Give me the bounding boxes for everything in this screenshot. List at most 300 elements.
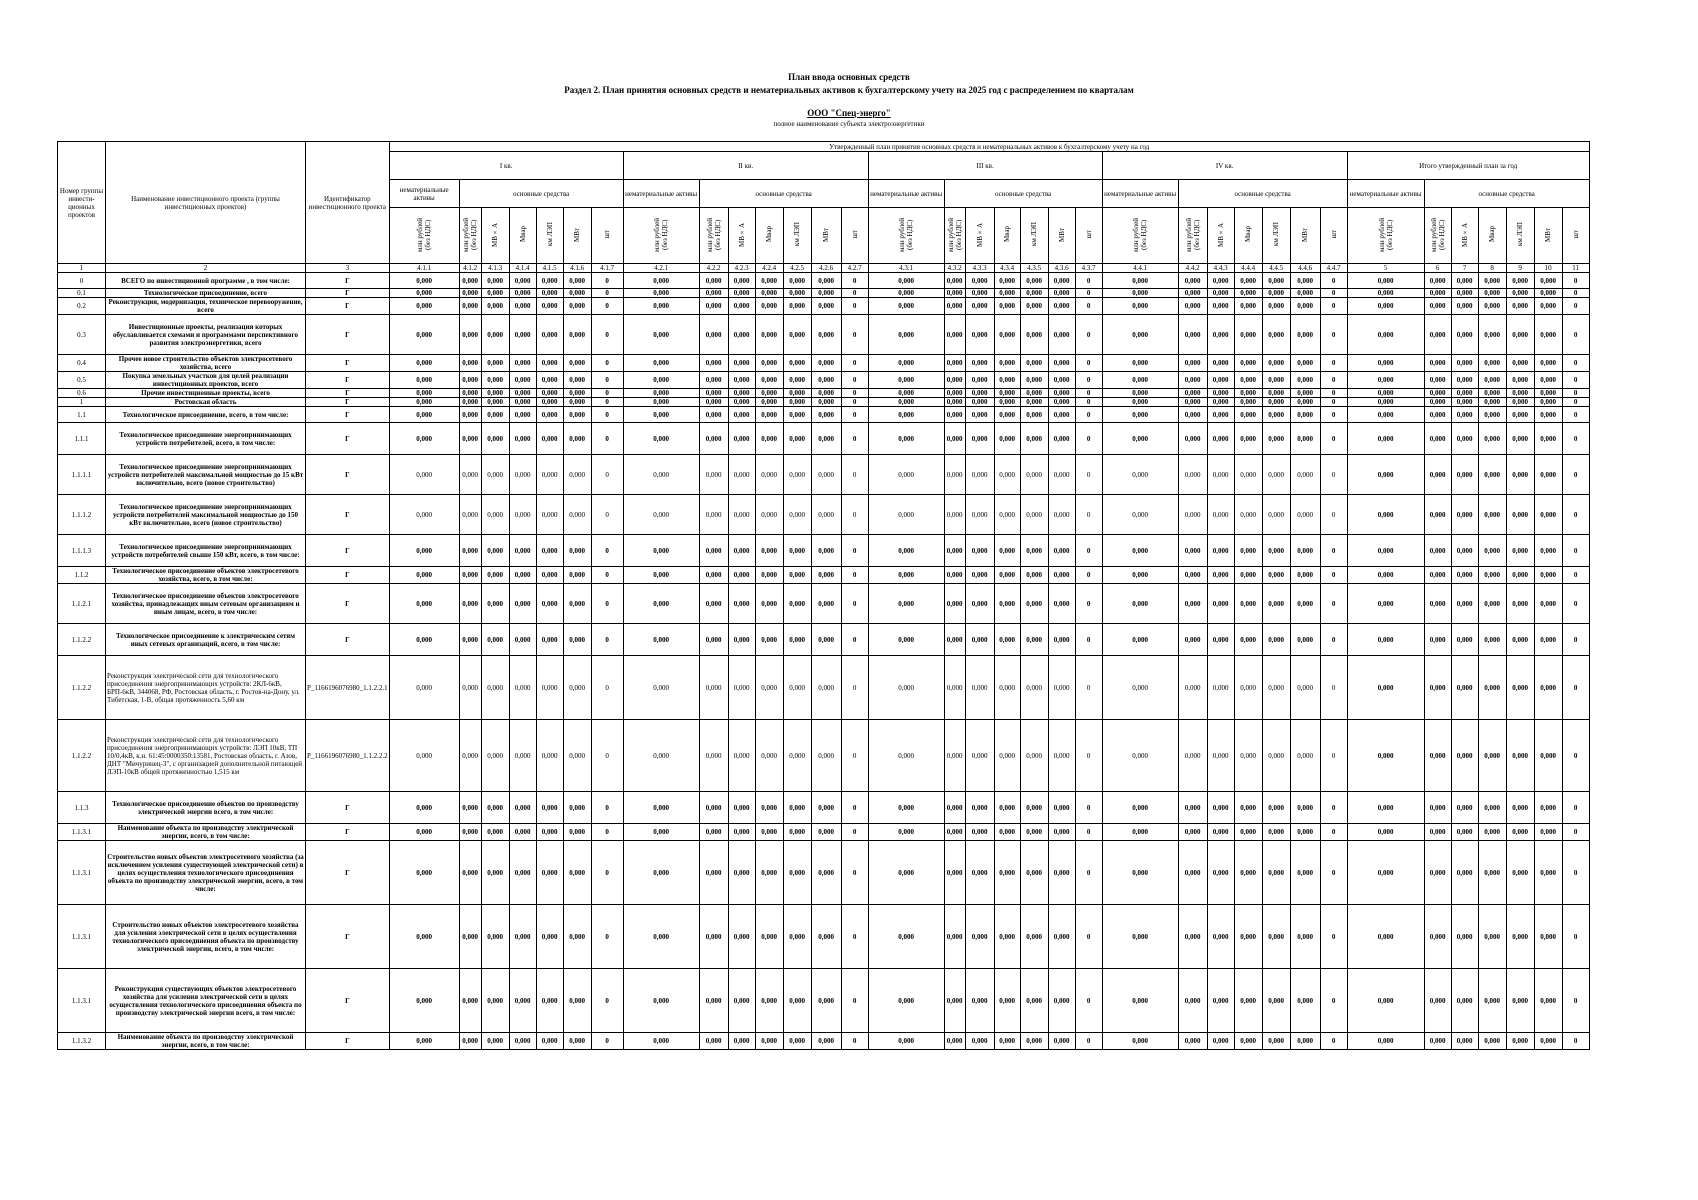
row-value: 0,000: [1048, 656, 1075, 720]
table-row: [58, 273, 1590, 289]
row-value: 0,000: [868, 656, 944, 720]
header-intangible: нематериальные активы: [1102, 180, 1178, 208]
row-value: 0,000: [1207, 584, 1234, 624]
row-value: 0,000: [536, 398, 563, 407]
row-value: 0,000: [755, 455, 783, 495]
row-value: 0,000: [755, 398, 783, 407]
row-value: 0,000: [1451, 407, 1478, 423]
header-unit: [755, 208, 783, 264]
row-value: 0,000: [1347, 355, 1424, 372]
row-value: 0,000: [1506, 584, 1534, 624]
row-value: 0,000: [459, 495, 481, 535]
document-title: План ввода основных средств: [788, 72, 910, 82]
row-value: 0,000: [944, 273, 965, 289]
row-value: 0,000: [1478, 841, 1506, 905]
row-value: 0,000: [1048, 289, 1075, 298]
row-identifier: Г: [306, 535, 390, 567]
header-unit-label: млн рублей (без НДС): [1429, 217, 1446, 252]
header-unit: [1102, 208, 1178, 264]
row-name: Строительство новых объектов электросетевого хозяйства (за исключением усиления существующей электрической сети) в целях осуществления технологического присоединения объекта по производству электрической энергии, всего, в том числе:: [106, 841, 306, 905]
row-value: 0,000: [389, 535, 459, 567]
header-intangible: нематериальные активы: [623, 180, 699, 208]
row-value: 0,000: [509, 841, 536, 905]
row-value: 0,000: [389, 455, 459, 495]
row-value: 0,000: [1290, 289, 1320, 298]
header-unit: [1320, 208, 1347, 264]
row-value: 0,000: [1234, 624, 1262, 656]
row-value: 0,000: [699, 905, 728, 969]
row-value: 0,000: [1234, 298, 1262, 315]
row-value: 0: [1562, 495, 1589, 535]
row-value: 0,000: [459, 841, 481, 905]
row-value: 0,000: [1534, 905, 1562, 969]
row-value: 0,000: [728, 289, 755, 298]
header-unit-label: Мвар: [1003, 226, 1012, 243]
header-unit: [389, 208, 459, 264]
column-number: 4.4.6: [1290, 264, 1320, 273]
row-value: 0,000: [1290, 315, 1320, 355]
row-value: 0,000: [1478, 792, 1506, 824]
row-value: 0,000: [699, 355, 728, 372]
column-number: 4.2.3: [728, 264, 755, 273]
row-value: 0: [841, 455, 868, 495]
header-period: Итого утвержденный план за год: [1347, 152, 1589, 180]
row-value: 0: [1562, 905, 1589, 969]
row-value: 0,000: [1207, 1033, 1234, 1050]
row-value: 0,000: [1234, 315, 1262, 355]
row-value: 0,000: [1048, 841, 1075, 905]
header-unit-label: км ЛЭП: [1516, 222, 1525, 247]
row-value: 0,000: [459, 273, 481, 289]
row-name: Покупка земельных участков для целей реализации инвестиционных проектов, всего: [106, 372, 306, 389]
row-value: 0,000: [1048, 535, 1075, 567]
row-value: 0,000: [459, 315, 481, 355]
row-value: 0,000: [755, 495, 783, 535]
row-value: 0,000: [1290, 389, 1320, 398]
row-value: 0,000: [1478, 455, 1506, 495]
row-value: 0,000: [1207, 824, 1234, 841]
row-value: 0,000: [1262, 298, 1290, 315]
row-value: 0,000: [481, 298, 509, 315]
header-unit: [1020, 208, 1048, 264]
row-value: 0,000: [481, 624, 509, 656]
header-unit-label: млн рублей (без НДС): [898, 217, 915, 252]
row-value: 0,000: [699, 398, 728, 407]
row-value: 0,000: [728, 1033, 755, 1050]
row-value: 0,000: [1424, 495, 1451, 535]
row-identifier: Г: [306, 389, 390, 398]
organization-name: ООО "Спец-энерго": [807, 108, 891, 118]
row-value: 0,000: [1534, 315, 1562, 355]
row-value: 0,000: [1451, 1033, 1478, 1050]
row-value: 0,000: [1020, 423, 1048, 455]
column-number: 1: [58, 264, 106, 273]
header-period: II кв.: [623, 152, 868, 180]
row-identifier: Г: [306, 289, 390, 298]
row-value: 0,000: [563, 656, 591, 720]
row-value: 0,000: [563, 355, 591, 372]
row-value: 0,000: [1262, 656, 1290, 720]
row-number: 1.1.3.1: [58, 969, 106, 1033]
row-value: 0,000: [459, 298, 481, 315]
row-value: 0,000: [783, 455, 811, 495]
row-value: 0,000: [389, 315, 459, 355]
row-value: 0,000: [1347, 905, 1424, 969]
row-identifier: P_1166196076980_1.1.2.2.2: [306, 720, 390, 792]
row-value: 0,000: [536, 656, 563, 720]
row-number: 0.2: [58, 298, 106, 315]
row-value: 0: [841, 905, 868, 969]
row-value: 0,000: [783, 969, 811, 1033]
row-value: 0: [1562, 624, 1589, 656]
row-value: 0,000: [699, 455, 728, 495]
table-row: [58, 841, 1590, 905]
header-unit: [1562, 208, 1589, 264]
row-value: 0,000: [728, 824, 755, 841]
row-value: 0,000: [994, 792, 1020, 824]
row-value: 0,000: [1424, 398, 1451, 407]
header-unit-label: км ЛЭП: [1030, 222, 1039, 247]
row-value: 0,000: [623, 355, 699, 372]
row-value: 0,000: [1102, 792, 1178, 824]
header-unit-label: МВт: [573, 227, 582, 242]
row-name: Реконструкция существующих объектов электросетевого хозяйства для усиления электрической сети в целях осуществления технологического присоединения объекта по производству электрической энергии всего, в том числе:: [106, 969, 306, 1033]
row-value: 0,000: [1506, 567, 1534, 584]
row-value: 0,000: [868, 905, 944, 969]
row-value: 0,000: [1424, 455, 1451, 495]
row-value: 0,000: [1290, 398, 1320, 407]
row-value: 0,000: [389, 495, 459, 535]
row-value: 0,000: [1506, 455, 1534, 495]
row-value: 0,000: [994, 656, 1020, 720]
row-value: 0,000: [994, 824, 1020, 841]
row-value: 0: [1075, 624, 1102, 656]
row-value: 0,000: [1102, 624, 1178, 656]
table-row: [58, 423, 1590, 455]
row-value: 0,000: [1451, 455, 1478, 495]
row-value: 0: [1320, 289, 1347, 298]
row-value: 0,000: [1207, 624, 1234, 656]
row-value: 0,000: [1451, 584, 1478, 624]
row-value: 0: [1562, 389, 1589, 398]
row-value: 0,000: [811, 720, 841, 792]
row-value: 0,000: [1534, 289, 1562, 298]
row-value: 0,000: [1534, 495, 1562, 535]
header-unit-label: МВт: [1544, 227, 1553, 242]
row-value: 0: [1562, 535, 1589, 567]
row-value: 0,000: [1424, 841, 1451, 905]
column-number: 4.2.5: [783, 264, 811, 273]
row-value: 0,000: [1048, 372, 1075, 389]
row-value: 0,000: [755, 824, 783, 841]
row-value: 0,000: [944, 1033, 965, 1050]
row-value: 0,000: [965, 656, 994, 720]
header-fixed-assets: основные средства: [944, 180, 1102, 208]
row-value: 0: [1075, 455, 1102, 495]
row-value: 0,000: [509, 273, 536, 289]
row-value: 0,000: [563, 824, 591, 841]
row-identifier: P_1166196076980_1.1.2.2.1: [306, 656, 390, 720]
row-value: 0,000: [536, 315, 563, 355]
row-value: 0,000: [1178, 841, 1207, 905]
row-value: 0,000: [1048, 407, 1075, 423]
row-value: 0,000: [811, 624, 841, 656]
header-unit-label: млн рублей (без НДС): [946, 217, 963, 252]
row-value: 0: [841, 298, 868, 315]
row-value: 0,000: [1478, 389, 1506, 398]
row-value: 0: [591, 1033, 623, 1050]
column-number: 4.4.3: [1207, 264, 1234, 273]
row-name: Реконструкция электрической сети для технологического присоединения энергопринимающих устройств: 2КЛ-6кВ, БРП-6кВ, 344068, РФ, Ростовская область, г. Ростов-на-Дону, ул. Тибетская, 1-В, общая протяженность 5,60 км: [106, 656, 306, 720]
row-value: 0,000: [1451, 824, 1478, 841]
row-value: 0,000: [868, 567, 944, 584]
header-unit: [563, 208, 591, 264]
row-value: 0: [591, 969, 623, 1033]
row-value: 0,000: [994, 372, 1020, 389]
header-unit-label: млн рублей (без НДС): [1184, 217, 1201, 252]
row-value: 0,000: [1424, 423, 1451, 455]
row-value: 0,000: [965, 841, 994, 905]
row-value: 0,000: [1020, 407, 1048, 423]
row-value: 0,000: [1478, 289, 1506, 298]
table-row: [58, 298, 1590, 315]
row-name: Реконструкция электрической сети для технологического присоединения энергопринимающих устройств: ЛЭП 10кВ, ТП 10/0,4кВ, к.н. 61:45:0000350:13581, Ростовская область, г. Азов, ДНТ "Мичуринец-3", с организацией дополнительной питающей ЛЭП-10кВ общей протяженностью 1,515 км: [106, 720, 306, 792]
header-unit: [1207, 208, 1234, 264]
row-value: 0,000: [1207, 969, 1234, 1033]
row-value: 0,000: [1178, 315, 1207, 355]
row-value: 0,000: [965, 423, 994, 455]
row-value: 0,000: [1424, 372, 1451, 389]
row-value: 0: [1562, 824, 1589, 841]
row-value: 0,000: [459, 905, 481, 969]
column-number: 4.2.1: [623, 264, 699, 273]
row-value: 0,000: [1478, 273, 1506, 289]
row-name: Технологическое присоединение к электрическим сетям иных сетевых организаций, всего, в том числе:: [106, 624, 306, 656]
table-row: [58, 389, 1590, 398]
row-value: 0,000: [1020, 398, 1048, 407]
row-value: 0: [1562, 407, 1589, 423]
row-value: 0,000: [1020, 273, 1048, 289]
row-value: 0,000: [623, 792, 699, 824]
header-unit-label: км ЛЭП: [1272, 222, 1281, 247]
row-value: 0,000: [623, 584, 699, 624]
row-identifier: Г: [306, 398, 390, 407]
row-value: 0: [841, 407, 868, 423]
row-value: 0,000: [868, 624, 944, 656]
header-approved-plan: Утвержденный план принятия основных средств и нематериальных активов к бухгалтерскому учету на год: [389, 142, 1589, 152]
row-value: 0,000: [1102, 584, 1178, 624]
row-name: Прочее новое строительство объектов электросетевого хозяйства, всего: [106, 355, 306, 372]
row-value: 0,000: [481, 535, 509, 567]
header-unit-label: км ЛЭП: [545, 222, 554, 247]
row-value: 0,000: [536, 567, 563, 584]
column-number: 7: [1451, 264, 1478, 273]
row-value: 0,000: [536, 298, 563, 315]
header-unit-label: млн рублей (без НДС): [416, 217, 433, 252]
row-value: 0,000: [1020, 315, 1048, 355]
row-value: 0,000: [389, 389, 459, 398]
header-unit: [481, 208, 509, 264]
row-value: 0,000: [1234, 567, 1262, 584]
column-number: 9: [1506, 264, 1534, 273]
row-value: 0,000: [1178, 792, 1207, 824]
header-unit: [623, 208, 699, 264]
row-value: 0: [841, 495, 868, 535]
row-value: 0: [1562, 1033, 1589, 1050]
row-value: 0,000: [1534, 355, 1562, 372]
row-value: 0,000: [1347, 624, 1424, 656]
row-value: 0,000: [509, 720, 536, 792]
row-value: 0,000: [459, 1033, 481, 1050]
row-value: 0: [1320, 1033, 1347, 1050]
row-value: 0,000: [1262, 495, 1290, 535]
row-value: 0,000: [1207, 455, 1234, 495]
row-value: 0,000: [509, 567, 536, 584]
row-value: 0,000: [868, 1033, 944, 1050]
row-number: 1.1.1.1: [58, 455, 106, 495]
row-number: 1.1.2.1: [58, 584, 106, 624]
row-value: 0,000: [1020, 1033, 1048, 1050]
row-value: 0,000: [699, 389, 728, 398]
header-period: I кв.: [389, 152, 623, 180]
row-value: 0,000: [623, 624, 699, 656]
row-number: 1.1: [58, 407, 106, 423]
row-value: 0,000: [965, 389, 994, 398]
row-value: 0,000: [563, 315, 591, 355]
row-value: 0,000: [509, 455, 536, 495]
row-value: 0,000: [811, 298, 841, 315]
row-value: 0,000: [459, 372, 481, 389]
row-name: Технологическое присоединение объектов электросетевого хозяйства, всего, в том числе:: [106, 567, 306, 584]
header-unit-label: млн рублей (без НДС): [1377, 217, 1394, 252]
row-value: 0,000: [481, 1033, 509, 1050]
row-value: 0,000: [1347, 423, 1424, 455]
row-value: 0,000: [1506, 355, 1534, 372]
row-value: 0,000: [965, 792, 994, 824]
row-value: 0,000: [481, 398, 509, 407]
row-value: 0,000: [459, 624, 481, 656]
row-value: 0: [1075, 535, 1102, 567]
row-value: 0: [841, 315, 868, 355]
row-value: 0,000: [1178, 298, 1207, 315]
row-value: 0,000: [1478, 355, 1506, 372]
row-value: 0: [1075, 298, 1102, 315]
header-unit-label: МВ×А: [975, 222, 984, 247]
row-value: 0,000: [1347, 584, 1424, 624]
row-value: 0,000: [1506, 969, 1534, 1033]
row-value: 0,000: [1207, 792, 1234, 824]
row-value: 0,000: [623, 289, 699, 298]
row-value: 0,000: [389, 398, 459, 407]
row-value: 0,000: [811, 273, 841, 289]
row-value: 0,000: [1020, 535, 1048, 567]
row-value: 0,000: [965, 355, 994, 372]
row-value: 0: [1320, 398, 1347, 407]
row-value: 0: [591, 567, 623, 584]
row-value: 0,000: [509, 624, 536, 656]
row-value: 0,000: [1207, 423, 1234, 455]
row-value: 0,000: [1451, 792, 1478, 824]
row-value: 0,000: [1102, 1033, 1178, 1050]
row-value: 0,000: [728, 273, 755, 289]
row-value: 0,000: [623, 398, 699, 407]
row-value: 0,000: [1424, 298, 1451, 315]
header-unit-label: шт: [1329, 230, 1338, 239]
row-value: 0,000: [1506, 389, 1534, 398]
row-value: 0,000: [1178, 656, 1207, 720]
row-value: 0,000: [1234, 720, 1262, 792]
row-value: 0,000: [623, 824, 699, 841]
row-value: 0,000: [1234, 389, 1262, 398]
row-value: 0: [1075, 407, 1102, 423]
row-value: 0,000: [1424, 407, 1451, 423]
row-value: 0,000: [1506, 398, 1534, 407]
header-unit-label: МВт: [1301, 227, 1310, 242]
row-value: 0,000: [1102, 969, 1178, 1033]
column-number: 4.3.7: [1075, 264, 1102, 273]
row-value: 0,000: [755, 289, 783, 298]
row-value: 0,000: [699, 298, 728, 315]
row-value: 0,000: [563, 389, 591, 398]
row-value: 0,000: [1207, 315, 1234, 355]
row-value: 0,000: [1178, 389, 1207, 398]
row-value: 0,000: [1478, 315, 1506, 355]
row-value: 0,000: [563, 398, 591, 407]
row-value: 0,000: [459, 535, 481, 567]
row-value: 0,000: [1048, 720, 1075, 792]
row-value: 0,000: [965, 969, 994, 1033]
row-value: 0,000: [1451, 905, 1478, 969]
header-unit: [1424, 208, 1451, 264]
row-value: 0,000: [1178, 624, 1207, 656]
row-value: 0,000: [1451, 841, 1478, 905]
row-value: 0,000: [1451, 656, 1478, 720]
row-name: Прочие инвестиционные проекты, всего: [106, 389, 306, 398]
row-value: 0,000: [481, 372, 509, 389]
row-value: 0,000: [1048, 455, 1075, 495]
row-number: 1.1.2.2: [58, 656, 106, 720]
row-value: 0: [841, 656, 868, 720]
row-value: 0,000: [563, 372, 591, 389]
row-value: 0,000: [459, 407, 481, 423]
row-value: 0: [1320, 273, 1347, 289]
row-value: 0,000: [563, 792, 591, 824]
row-value: 0,000: [1178, 407, 1207, 423]
row-value: 0,000: [481, 407, 509, 423]
row-identifier: Г: [306, 1033, 390, 1050]
table-row: [58, 495, 1590, 535]
row-identifier: Г: [306, 969, 390, 1033]
row-value: 0,000: [1534, 841, 1562, 905]
row-value: 0,000: [563, 455, 591, 495]
row-value: 0,000: [1178, 969, 1207, 1033]
row-value: 0,000: [563, 495, 591, 535]
row-value: 0,000: [699, 423, 728, 455]
row-value: 0,000: [868, 298, 944, 315]
header-unit: [965, 208, 994, 264]
row-value: 0,000: [1347, 824, 1424, 841]
row-identifier: Г: [306, 372, 390, 389]
row-value: 0,000: [944, 298, 965, 315]
row-value: 0,000: [1506, 841, 1534, 905]
row-value: 0: [591, 905, 623, 969]
row-value: 0,000: [783, 656, 811, 720]
row-value: 0,000: [623, 841, 699, 905]
row-value: 0,000: [994, 407, 1020, 423]
header-col-name: Наименование инвестиционного проекта (группы инвестиционных проектов): [106, 142, 306, 264]
row-value: 0,000: [755, 624, 783, 656]
row-value: 0,000: [509, 315, 536, 355]
